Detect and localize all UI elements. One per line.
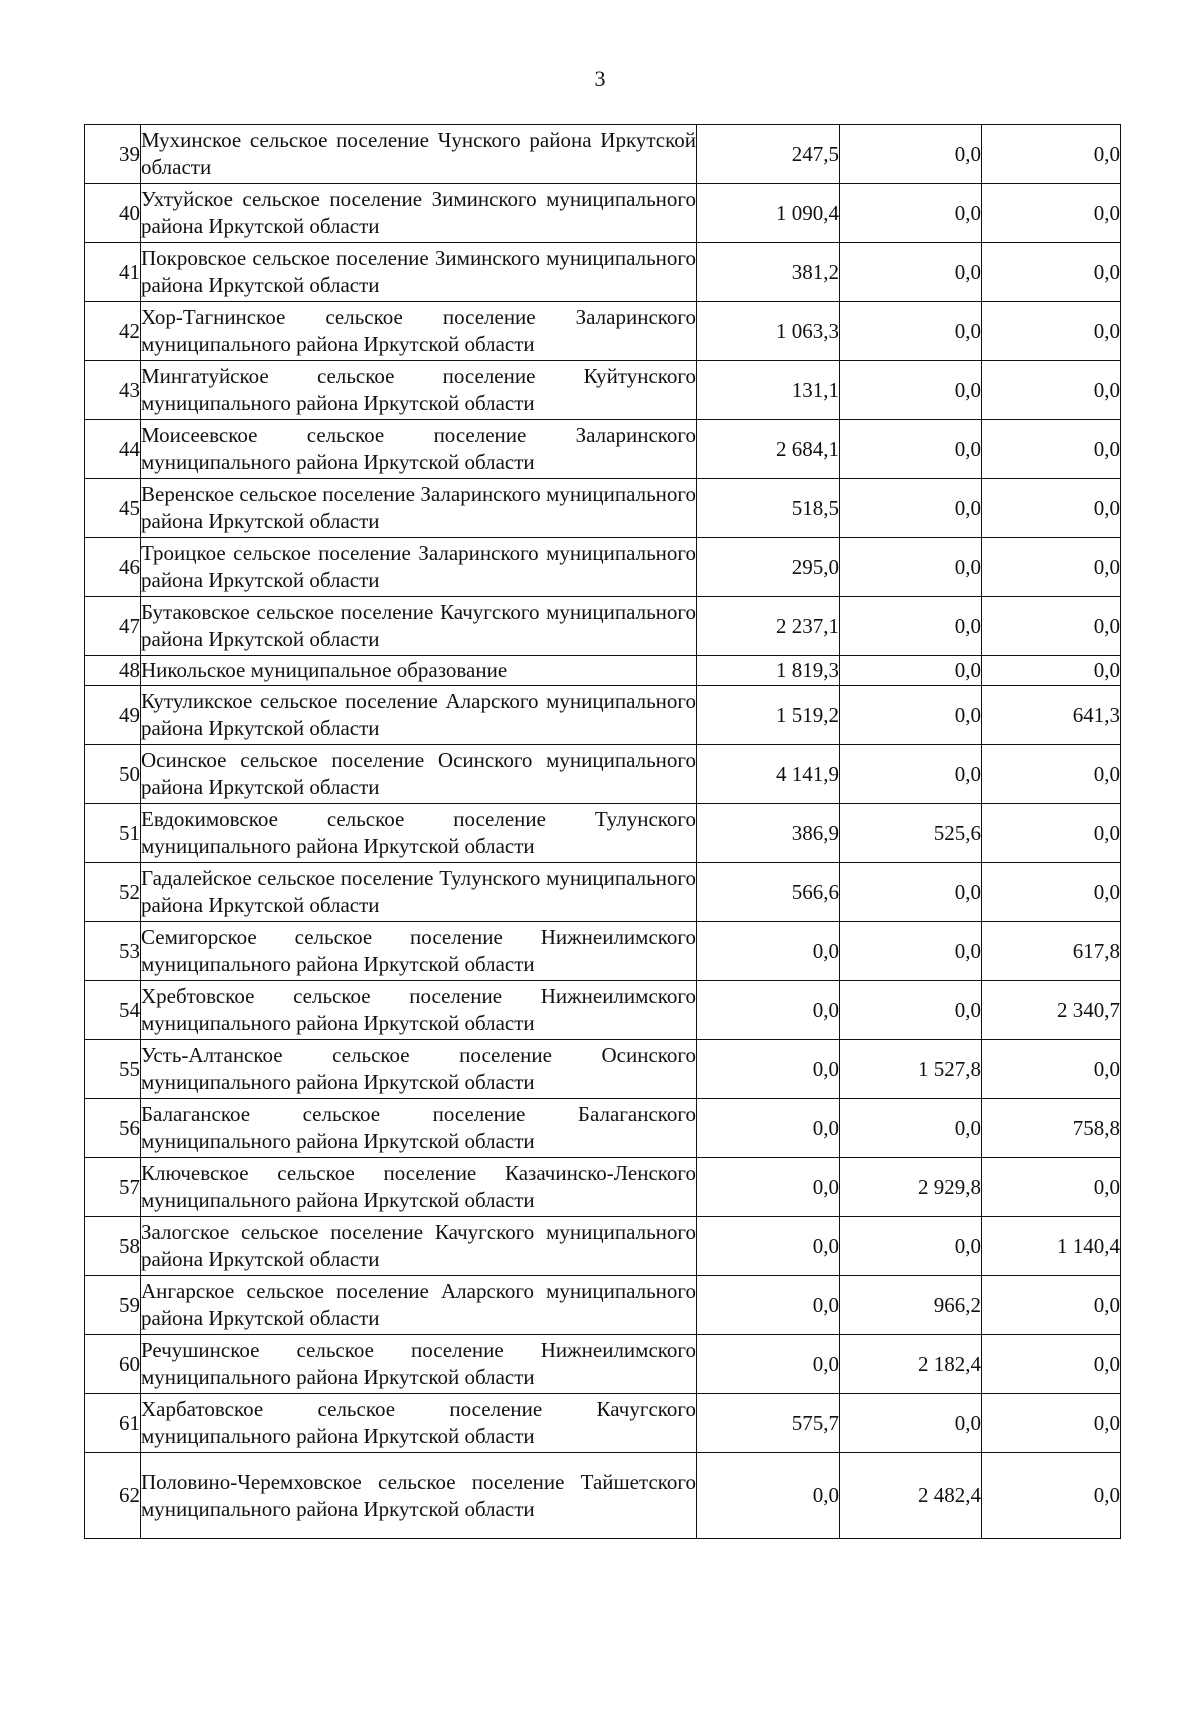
settlement-name-cell: Бутаковское сельское поселение Качугского муниципального района Иркутской области: [141, 597, 697, 656]
value-column-1-cell: 0,0: [697, 1276, 840, 1335]
value-column-3-cell: 0,0: [982, 243, 1121, 302]
value-column-3-cell: 0,0: [982, 804, 1121, 863]
settlement-name-cell: Семигорское сельское поселение Нижнеилимского муниципального района Иркутской области: [141, 922, 697, 981]
value-column-1-cell: 0,0: [697, 1453, 840, 1539]
value-column-3-cell: 0,0: [982, 125, 1121, 184]
value-column-3-cell: 0,0: [982, 420, 1121, 479]
row-number-cell: 41: [85, 243, 141, 302]
row-number-cell: 57: [85, 1158, 141, 1217]
table-row: [85, 1276, 1121, 1335]
value-column-2-cell: 1 527,8: [840, 1040, 982, 1099]
value-column-2-cell: 2 182,4: [840, 1335, 982, 1394]
table-row: [85, 243, 1121, 302]
settlement-name-cell: Ключевское сельское поселение Казачинско-Ленского муниципального района Иркутской области: [141, 1158, 697, 1217]
row-number-cell: 62: [85, 1453, 141, 1539]
settlement-name-cell: Речушинское сельское поселение Нижнеилимского муниципального района Иркутской области: [141, 1335, 697, 1394]
table-row: [85, 1453, 1121, 1539]
table-row: [85, 981, 1121, 1040]
value-column-1-cell: 4 141,9: [697, 745, 840, 804]
value-column-2-cell: 0,0: [840, 420, 982, 479]
value-column-1-cell: 566,6: [697, 863, 840, 922]
table-row: [85, 538, 1121, 597]
value-column-1-cell: 2 237,1: [697, 597, 840, 656]
row-number-cell: 43: [85, 361, 141, 420]
row-number-cell: 46: [85, 538, 141, 597]
value-column-3-cell: 0,0: [982, 184, 1121, 243]
value-column-1-cell: 1 519,2: [697, 686, 840, 745]
settlement-name-cell: Балаганское сельское поселение Балаганского муниципального района Иркутской области: [141, 1099, 697, 1158]
row-number-cell: 48: [85, 656, 141, 686]
value-column-1-cell: 381,2: [697, 243, 840, 302]
settlement-name-cell: Покровское сельское поселение Зиминского муниципального района Иркутской области: [141, 243, 697, 302]
value-column-1-cell: 0,0: [697, 1099, 840, 1158]
value-column-1-cell: 0,0: [697, 922, 840, 981]
value-column-1-cell: 2 684,1: [697, 420, 840, 479]
value-column-3-cell: 0,0: [982, 479, 1121, 538]
settlement-name-cell: Веренское сельское поселение Заларинского муниципального района Иркутской области: [141, 479, 697, 538]
value-column-1-cell: 0,0: [697, 1335, 840, 1394]
row-number-cell: 47: [85, 597, 141, 656]
table-row: [85, 1158, 1121, 1217]
value-column-1-cell: 0,0: [697, 1217, 840, 1276]
row-number-cell: 59: [85, 1276, 141, 1335]
value-column-3-cell: 0,0: [982, 1335, 1121, 1394]
value-column-1-cell: 131,1: [697, 361, 840, 420]
value-column-2-cell: 0,0: [840, 125, 982, 184]
row-number-cell: 42: [85, 302, 141, 361]
settlement-name-cell: Хор-Тагнинское сельское поселение Заларинского муниципального района Иркутской области: [141, 302, 697, 361]
value-column-3-cell: 1 140,4: [982, 1217, 1121, 1276]
value-column-1-cell: 247,5: [697, 125, 840, 184]
value-column-1-cell: 1 090,4: [697, 184, 840, 243]
value-column-1-cell: 1 063,3: [697, 302, 840, 361]
value-column-2-cell: 0,0: [840, 686, 982, 745]
settlement-name-cell: Мингатуйское сельское поселение Куйтунского муниципального района Иркутской области: [141, 361, 697, 420]
value-column-3-cell: 0,0: [982, 1040, 1121, 1099]
table-row: [85, 1099, 1121, 1158]
row-number-cell: 61: [85, 1394, 141, 1453]
page-number: 3: [594, 66, 606, 91]
table-row: [85, 1335, 1121, 1394]
value-column-1-cell: 0,0: [697, 1158, 840, 1217]
value-column-2-cell: 0,0: [840, 479, 982, 538]
value-column-2-cell: 0,0: [840, 597, 982, 656]
row-number-cell: 55: [85, 1040, 141, 1099]
table-row: [85, 361, 1121, 420]
settlement-name-cell: Мухинское сельское поселение Чунского района Иркутской области: [141, 125, 697, 184]
table-row: [85, 686, 1121, 745]
value-column-2-cell: 0,0: [840, 745, 982, 804]
table-row: [85, 804, 1121, 863]
value-column-2-cell: 0,0: [840, 243, 982, 302]
value-column-3-cell: 0,0: [982, 1453, 1121, 1539]
value-column-3-cell: 0,0: [982, 302, 1121, 361]
value-column-1-cell: 0,0: [697, 981, 840, 1040]
value-column-1-cell: 575,7: [697, 1394, 840, 1453]
value-column-1-cell: 518,5: [697, 479, 840, 538]
value-column-2-cell: 0,0: [840, 1394, 982, 1453]
value-column-3-cell: 0,0: [982, 1394, 1121, 1453]
value-column-3-cell: 0,0: [982, 745, 1121, 804]
settlement-name-cell: Кутуликское сельское поселение Аларского муниципального района Иркутской области: [141, 686, 697, 745]
value-column-3-cell: 0,0: [982, 597, 1121, 656]
settlement-name-cell: Половино-Черемховское сельское поселение Тайшетского муниципального района Иркутской области: [141, 1453, 697, 1539]
value-column-2-cell: 0,0: [840, 361, 982, 420]
settlement-name-cell: Осинское сельское поселение Осинского муниципального района Иркутской области: [141, 745, 697, 804]
settlement-name-cell: Моисеевское сельское поселение Заларинского муниципального района Иркутской области: [141, 420, 697, 479]
table-row: [85, 863, 1121, 922]
value-column-1-cell: 0,0: [697, 1040, 840, 1099]
value-column-2-cell: 0,0: [840, 1217, 982, 1276]
value-column-3-cell: 0,0: [982, 538, 1121, 597]
table-row: [85, 922, 1121, 981]
row-number-cell: 51: [85, 804, 141, 863]
row-number-cell: 45: [85, 479, 141, 538]
value-column-2-cell: 0,0: [840, 538, 982, 597]
table-row: [85, 745, 1121, 804]
settlement-name-cell: Харбатовское сельское поселение Качугского муниципального района Иркутской области: [141, 1394, 697, 1453]
table-row: [85, 597, 1121, 656]
table-row: [85, 125, 1121, 184]
value-column-3-cell: 641,3: [982, 686, 1121, 745]
row-number-cell: 52: [85, 863, 141, 922]
value-column-2-cell: 0,0: [840, 656, 982, 686]
row-number-cell: 53: [85, 922, 141, 981]
value-column-1-cell: 1 819,3: [697, 656, 840, 686]
table-row: [85, 184, 1121, 243]
table-row: [85, 1394, 1121, 1453]
table-row: [85, 1217, 1121, 1276]
row-number-cell: 49: [85, 686, 141, 745]
settlement-name-cell: Усть-Алтанское сельское поселение Осинского муниципального района Иркутской области: [141, 1040, 697, 1099]
value-column-3-cell: 2 340,7: [982, 981, 1121, 1040]
settlement-name-cell: Гадалейское сельское поселение Тулунского муниципального района Иркутской области: [141, 863, 697, 922]
row-number-cell: 44: [85, 420, 141, 479]
settlement-name-cell: Ухтуйское сельское поселение Зиминского муниципального района Иркутской области: [141, 184, 697, 243]
table-row: [85, 302, 1121, 361]
value-column-3-cell: 0,0: [982, 656, 1121, 686]
value-column-2-cell: 0,0: [840, 981, 982, 1040]
row-number-cell: 58: [85, 1217, 141, 1276]
settlement-name-cell: Евдокимовское сельское поселение Тулунского муниципального района Иркутской области: [141, 804, 697, 863]
table-row: [85, 479, 1121, 538]
value-column-3-cell: 0,0: [982, 1276, 1121, 1335]
value-column-2-cell: 0,0: [840, 302, 982, 361]
row-number-cell: 60: [85, 1335, 141, 1394]
settlement-name-cell: Хребтовское сельское поселение Нижнеилимского муниципального района Иркутской области: [141, 981, 697, 1040]
value-column-2-cell: 525,6: [840, 804, 982, 863]
allocation-table: [84, 124, 1121, 1539]
value-column-1-cell: 295,0: [697, 538, 840, 597]
value-column-3-cell: 758,8: [982, 1099, 1121, 1158]
row-number-cell: 40: [85, 184, 141, 243]
value-column-2-cell: 0,0: [840, 1099, 982, 1158]
settlement-name-cell: Никольское муниципальное образование: [141, 656, 697, 686]
settlement-name-cell: Ангарское сельское поселение Аларского муниципального района Иркутской области: [141, 1276, 697, 1335]
value-column-3-cell: 0,0: [982, 1158, 1121, 1217]
settlement-name-cell: Троицкое сельское поселение Заларинского муниципального района Иркутской области: [141, 538, 697, 597]
value-column-2-cell: 0,0: [840, 922, 982, 981]
value-column-1-cell: 386,9: [697, 804, 840, 863]
table-body: [85, 125, 1121, 1539]
value-column-2-cell: 2 482,4: [840, 1453, 982, 1539]
value-column-3-cell: 0,0: [982, 863, 1121, 922]
value-column-2-cell: 0,0: [840, 863, 982, 922]
table-row: [85, 1040, 1121, 1099]
value-column-2-cell: 0,0: [840, 184, 982, 243]
row-number-cell: 39: [85, 125, 141, 184]
table-row: [85, 656, 1121, 686]
value-column-3-cell: 617,8: [982, 922, 1121, 981]
table-row: [85, 420, 1121, 479]
value-column-2-cell: 966,2: [840, 1276, 982, 1335]
value-column-3-cell: 0,0: [982, 361, 1121, 420]
settlement-name-cell: Залогское сельское поселение Качугского муниципального района Иркутской области: [141, 1217, 697, 1276]
value-column-2-cell: 2 929,8: [840, 1158, 982, 1217]
row-number-cell: 56: [85, 1099, 141, 1158]
row-number-cell: 54: [85, 981, 141, 1040]
row-number-cell: 50: [85, 745, 141, 804]
